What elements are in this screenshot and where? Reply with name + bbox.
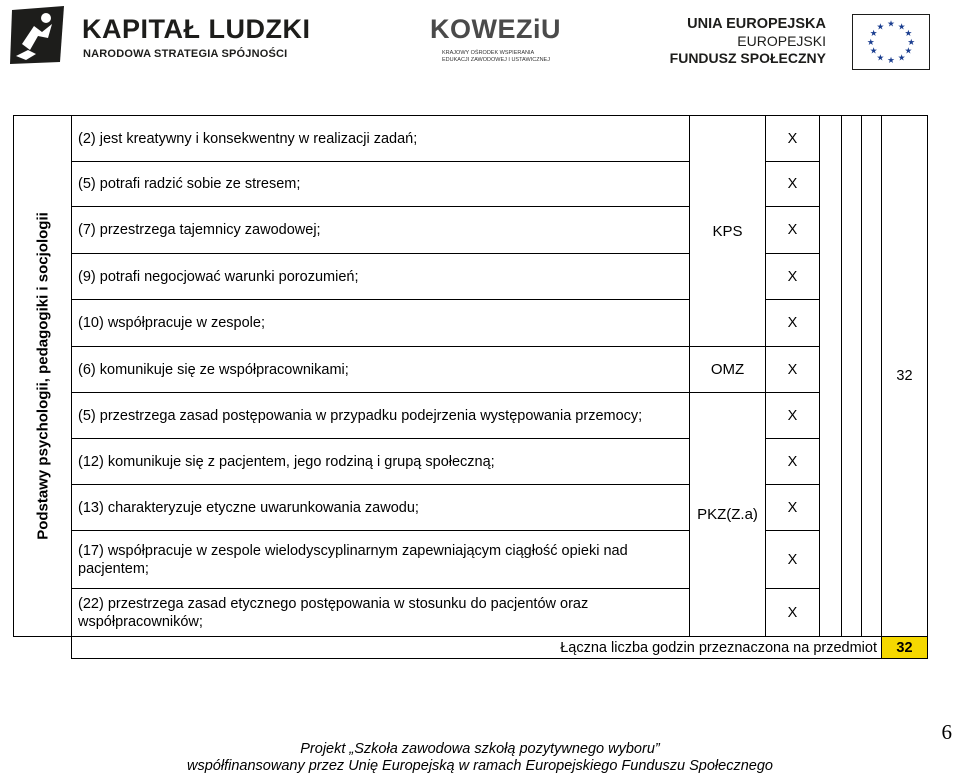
mark-cell: X — [766, 116, 820, 162]
svg-text:★: ★ — [907, 37, 916, 48]
svg-text:★: ★ — [869, 29, 878, 40]
table-row — [14, 393, 928, 439]
svg-text:★: ★ — [866, 37, 875, 48]
svg-text:★: ★ — [904, 46, 913, 57]
table-row — [14, 531, 928, 589]
empty-column-1 — [820, 116, 842, 637]
code-pkz: PKZ(Z.a) — [697, 506, 758, 523]
svg-text:★: ★ — [897, 22, 906, 33]
outcome-text: (13) charakteryzuje etyczne uwarunkowania zawodu; — [72, 485, 690, 531]
eu-social-fund-logo — [669, 14, 954, 74]
section-label-cell — [14, 116, 72, 637]
kowezu-title: KOWEZiU — [430, 14, 561, 44]
svg-text:★: ★ — [876, 53, 885, 64]
outcome-text: (10) współpracuje w zespole; — [72, 300, 690, 347]
kapital-ludzki-logo — [8, 4, 311, 66]
svg-text:★: ★ — [869, 46, 878, 57]
code-cell-pkz — [690, 393, 766, 637]
kapital-ludzki-subtitle: NARODOWA STRATEGIA SPÓJNOŚCI — [83, 48, 288, 60]
summary-row — [14, 637, 928, 659]
svg-text:★: ★ — [887, 56, 895, 67]
footer-funding-note: współfinansowany przez Unię Europejską w ramach Europejskiego Funduszu Społecznego — [187, 758, 773, 774]
outcome-text: (22) przestrzega zasad etycznego postępowania w stosunku do pacjentów oraz współpracowników; — [72, 589, 690, 637]
outcome-text: (9) potrafi negocjować warunki porozumień; — [72, 254, 690, 300]
outcome-text: (7) przestrzega tajemnicy zawodowej; — [72, 207, 690, 254]
eu-line-1: UNIA EUROPEJSKA — [687, 16, 826, 32]
kowezu-subtitle-line: EDUKACJI ZAWODOWEJ I USTAWICZNEJ — [442, 57, 550, 63]
svg-text:★: ★ — [904, 29, 913, 40]
table-row — [14, 207, 928, 254]
code-omz: OMZ — [710, 361, 745, 378]
outcome-text: (5) przestrzega zasad postępowania w przypadku podejrzenia występowania przemocy; — [72, 393, 690, 439]
empty-column-2 — [842, 116, 862, 637]
table-row — [14, 116, 928, 162]
kowezu-subtitle — [442, 50, 550, 64]
outcome-text: (12) komunikuje się z pacjentem, jego rodziną i grupą społeczną; — [72, 439, 690, 485]
kowezu-subtitle-line: KRAJOWY OŚRODEK WSPIERANIA — [442, 50, 535, 56]
eu-flag-icon — [852, 14, 930, 70]
eu-text-block — [670, 16, 826, 66]
table-row — [14, 589, 928, 637]
svg-text:★: ★ — [887, 19, 895, 30]
code-cell-kps — [690, 116, 766, 347]
summary-spacer — [14, 637, 72, 659]
mark-cell: X — [766, 393, 820, 439]
kowezu-logo — [430, 14, 565, 70]
svg-text:★: ★ — [876, 22, 885, 33]
hours-cell: 32 — [882, 116, 928, 637]
empty-column-3 — [862, 116, 882, 637]
eu-line-2: EUROPEJSKI — [737, 33, 826, 49]
eu-line-3: FUNDUSZ SPOŁECZNY — [669, 50, 826, 66]
outcome-text: (5) potrafi radzić sobie ze stresem; — [72, 162, 690, 207]
table-row — [14, 254, 928, 300]
mark-cell: X — [766, 439, 820, 485]
mark-cell: X — [766, 254, 820, 300]
table-row — [14, 439, 928, 485]
mark-cell: X — [766, 300, 820, 347]
table-row — [14, 300, 928, 347]
page-number: 6 — [941, 720, 952, 744]
outcome-text: (17) współpracuje w zespole wielodyscyplinarnym zapewniającym ciągłość opieki nad pacjentem; — [72, 531, 690, 589]
mark-cell: X — [766, 485, 820, 531]
outcome-text: (2) jest kreatywny i konsekwentny w realizacji zadań; — [72, 116, 690, 162]
kapital-ludzki-title: KAPITAŁ LUDZKI — [82, 14, 311, 44]
section-label: Podstawy psychologii, pedagogiki i socjologii — [34, 212, 51, 540]
svg-text:★: ★ — [897, 53, 906, 64]
code-kps: KPS — [712, 222, 743, 240]
code-cell-omz — [690, 347, 766, 393]
mark-cell: X — [766, 162, 820, 207]
table-row — [14, 347, 928, 393]
footer-project-title: Projekt „Szkoła zawodowa szkołą pozytywnego wyboru” — [300, 741, 660, 757]
kapital-ludzki-emblem-icon — [8, 4, 68, 66]
table-row — [14, 485, 928, 531]
table-row — [14, 162, 928, 207]
mark-cell: X — [766, 347, 820, 393]
mark-cell: X — [766, 589, 820, 637]
learning-outcomes-table — [13, 115, 928, 659]
mark-cell: X — [766, 531, 820, 589]
summary-label: Łączna liczba godzin przeznaczona na przedmiot — [72, 637, 882, 659]
outcome-text: (6) komunikuje się ze współpracownikami; — [72, 347, 690, 393]
summary-value: 32 — [882, 637, 928, 659]
mark-cell: X — [766, 207, 820, 254]
